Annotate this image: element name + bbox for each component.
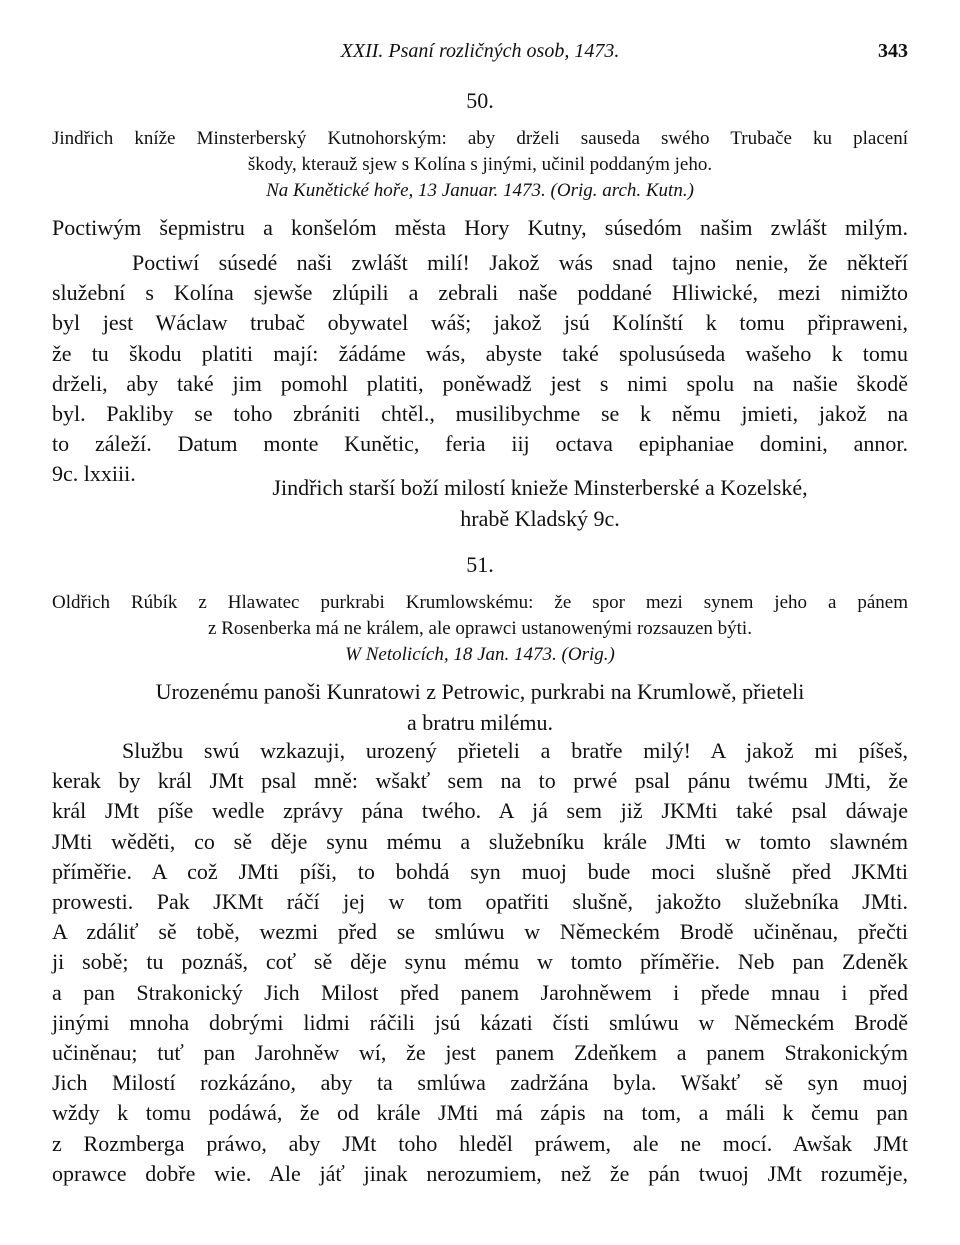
body-line: prowesti. Pak JKMt ráčí jej w tom opatřiti slušně, jakožto služebníka JMti. <box>52 889 908 915</box>
body-line: z Rozmberga práwo, aby JMt toho hleděl práwem, ale ne mocí. Awšak JMt <box>52 1130 908 1156</box>
summary-line: z Rosenberka má ne králem, ale oprawci ustanowenými rozsauzen býti. <box>208 618 752 639</box>
body-line: kerak by král JMt psal mně: wšakť sem na to prwé psal pánu twému JMti, že <box>52 768 908 794</box>
body-line: Službu swú wzkazuji, urozený přieteli a bratře milý! A jakož mi píšeš, <box>122 738 908 763</box>
letter-50-summary <box>52 126 908 178</box>
letter-50-dateline: Na Kunětické hoře, 13 Januar. 1473. (Orig. arch. Kutn.) <box>266 180 694 201</box>
letter-50-number: 50. <box>466 88 494 113</box>
body-line: král JMt píše wedle zprávy pána twého. A já sem již JKMti také psal dáwaje <box>52 798 908 824</box>
body-line: příměřie. A což JMti píši, to bohdá syn muoj bude moci slušně před JKMti <box>52 858 908 884</box>
body-line: Poctiwí súsedé naši zwlášt milí! Jakož wás snad tajno nenie, že někteří <box>132 250 908 275</box>
body-line: wždy k tomu podáwá, že od krále JMti má zápis na tom, a máli k čemu pan <box>52 1100 908 1126</box>
running-head-title: XXII. Psaní rozličných osob, 1473. <box>340 40 620 62</box>
letter-50-signature <box>0 472 960 534</box>
body-line: JMti wěděti, co sě děje synu mému a služebníku krále JMti w tomto slawném <box>52 828 908 854</box>
body-line: jinými mnoha dobrými lidmi ráčili jsú kázati čísti smlúwu w Německém Brodě <box>52 1009 908 1035</box>
body-line: ji sobě; tu poznáš, coť sě děje synu mému w tomto příměřie. Neb pan Zdeněk <box>52 949 908 975</box>
body-line: že tu škodu platiti mají: žádáme wás, abyste také spolusúseda wašeho k tomu <box>52 340 908 366</box>
body-line: 9c. lxxiii. <box>52 461 136 487</box>
running-head <box>0 34 960 64</box>
letter-51-summary <box>52 590 908 642</box>
body-line: drželi, aby také jim pomohl platiti, poněwadž jest s nimi spolu na našie škodě <box>52 370 908 396</box>
summary-line: Jindřich kníže Minsterberský Kutnohorským: aby drželi sauseda swého Trubače ku placení <box>52 128 908 149</box>
body-line: učiněnau; tuť pan Jarohněw wí, že jest panem Zdeňkem a panem Strakonickým <box>52 1040 908 1066</box>
body-line: byl jest Wáclaw trubač obywatel wáš; jakož jsú Kolínští k tomu připraweni, <box>52 310 908 336</box>
body-line: Jich Milostí rozkázáno, aby ta smlúwa zadržána byla. Wšakť sě syn muoj <box>52 1070 908 1096</box>
body-line: a pan Strakonický Jich Milost před panem Jarohněwem i přede mnau i před <box>52 979 908 1005</box>
body-line: byl. Pakliby se toho zbrániti chtěl., musilibychme se k němu jmieti, jakož na <box>52 401 908 427</box>
letter-51-dateline: W Netolicích, 18 Jan. 1473. (Orig.) <box>345 644 615 665</box>
signature-line: Jindřich starší boží milostí knieže Minsterberské a Kozelské, <box>272 475 808 500</box>
body-line: to záleží. Datum monte Kunětic, feria iij octava epiphaniae domini, annor. <box>52 431 908 457</box>
body-line: služební s Kolína sjewše zlúpili a zebrali naše poddané Hliwické, mezi nimižto <box>52 280 908 306</box>
summary-line: škody, kterauž sjew s Kolína s jinými, učinil poddaným jeho. <box>247 154 713 175</box>
address-line: Poctiwým šepmistru a konšelóm města Hory Kutny, súsedóm našim zwlášt milým. <box>52 215 908 240</box>
address-line: a bratru milému. <box>406 710 553 735</box>
address-line: Urozenému panoši Kunratowi z Petrowic, purkrabi na Krumlowě, přieteli <box>155 679 805 704</box>
letter-50-body <box>52 248 908 490</box>
letter-50-address <box>52 212 908 243</box>
body-line: A zdáliť sě tobě, wezmi před se smlúwu w Německém Brodě učiněnau, přečti <box>52 919 908 945</box>
body-line: oprawce dobře wie. Ale jáť jinak nerozumiem, než že pán twuoj JMt rozuměje, <box>52 1160 908 1186</box>
letter-51-address <box>52 676 908 738</box>
summary-line: Oldřich Rúbík z Hlawatec purkrabi Krumlowskému: že spor mezi synem jeho a pánem <box>52 592 908 613</box>
letter-51-number: 51. <box>466 552 494 577</box>
signature-line: hrabě Kladský 9c. <box>460 506 620 531</box>
letter-51-body <box>52 736 908 1189</box>
page-number: 343 <box>878 40 908 62</box>
